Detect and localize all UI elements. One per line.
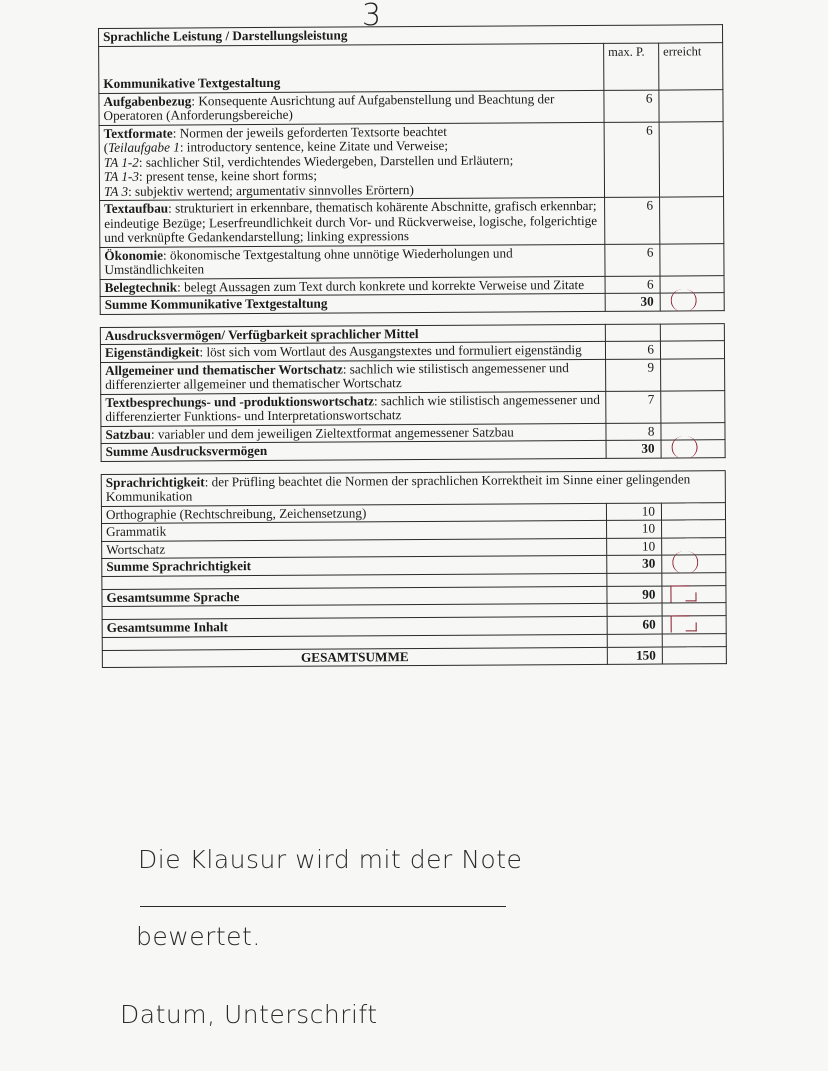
reached-cell (661, 502, 725, 520)
total-sprache-max: 90 (607, 586, 662, 604)
criterion-term: Aufgabenbezug (103, 92, 192, 109)
gesamtsumme-label: GESAMTSUMME (102, 647, 607, 668)
reached-cell (660, 275, 724, 293)
criterion-text: : belegt Aussagen zum Text durch konkrete und korrekte Verweise und Zitate (177, 276, 585, 295)
table-row (101, 358, 725, 394)
sum-max: 30 (607, 555, 662, 573)
subtask-label: Teilaufgabe 1 (108, 139, 180, 155)
reached-cell (661, 422, 725, 440)
reached-cell (662, 555, 726, 573)
section-title-ausdruck: Ausdrucksvermögen/ Verfügbarkeit sprachlicher Mittel (100, 324, 605, 345)
handwritten-date-signature: Datum, Unterschrift (120, 1000, 378, 1029)
table-row (100, 243, 724, 279)
criterion-label: Wortschatz (102, 538, 607, 559)
criterion-text: : strukturiert in erkennbare, thematisch kohärente Abschnitte, grafisch erkennbar; eindeutige Bezüge; Leserfreundlichkeit durch Vor- und Rückverweise, logische, folgerichtige und verknüpfte Gedankendarstellung; linking expressions (104, 197, 598, 245)
sum-max: 30 (606, 440, 661, 458)
criterion-label: Grammatik (102, 520, 607, 541)
max-points: 7 (606, 391, 661, 423)
sum-max: 30 (605, 293, 660, 311)
page-number: 3 (362, 0, 382, 33)
total-row (102, 646, 726, 667)
criterion-term: Ökonomie (104, 247, 164, 263)
criterion-term: Textbesprechungs- und -produktionswortschatz (105, 392, 375, 410)
pen-mark (671, 289, 697, 311)
total-sprache-label: Gesamtsumme Sprache (102, 586, 607, 607)
sum-label: Summe Sprachrichtigkeit (102, 555, 607, 576)
sum-label: Summe Kommunikative Textgestaltung (100, 293, 605, 314)
reached-cell (662, 616, 726, 634)
criterion-text: : löst sich vom Wortlaut des Ausgangstextes und formuliert eigenständig (199, 342, 582, 360)
max-points: 10 (606, 503, 661, 521)
max-points: 6 (604, 122, 659, 198)
pen-mark (672, 436, 698, 458)
reached-cell (660, 341, 724, 359)
section-header-row (99, 42, 723, 93)
section-title-kommunikative: Kommunikative Textgestaltung (99, 43, 604, 93)
table-row (99, 89, 723, 125)
pen-mark (670, 585, 689, 602)
reached-cell (661, 390, 725, 422)
max-points: 6 (605, 197, 660, 244)
criterion-term: Textaufbau (104, 200, 169, 216)
total-inhalt-max: 60 (607, 616, 662, 634)
section-title-sprachrichtigkeit: Sprachrichtigkeit (105, 473, 205, 490)
subtask-label: TA 1-3 (103, 168, 140, 184)
table-row (100, 197, 724, 247)
handwritten-grade-line: Die Klausur wird mit der Note (138, 845, 523, 874)
max-points: 6 (605, 244, 660, 276)
max-points: 9 (606, 359, 661, 391)
reached-cell (662, 585, 726, 603)
criterion-term: Satzbau (105, 426, 151, 442)
reached-cell (662, 646, 726, 664)
reached-cell (659, 121, 723, 197)
grading-table (98, 24, 727, 668)
criterion-text: : sachlich wie stilistisch angemessener und differenzierter Funktions- und Interpretationswortschatz (105, 391, 600, 424)
subtask-label: TA 3 (103, 183, 129, 199)
reached-cell (662, 520, 726, 538)
col-header-max: max. P. (604, 43, 659, 90)
handwritten-bewertet: bewertet. (136, 922, 261, 951)
criterion-text: : variabler und dem jeweiligen Zieltextformat angemessener Satzbau (150, 423, 514, 442)
grade-blank-line (140, 906, 506, 907)
max-points: 6 (605, 341, 660, 359)
criterion-term: Textformate (103, 125, 173, 141)
total-inhalt-label: Gesamtsumme Inhalt (102, 616, 607, 637)
criterion-term: Belegtechnik (104, 279, 178, 295)
criterion-text: : der Prüfling beachtet die Normen der sprachlichen Korrektheit im Sinne einer gelingenden Kommunikation (105, 470, 691, 504)
criterion-term: Allgemeiner und thematischer Wortschatz (105, 361, 343, 378)
reached-cell (661, 440, 725, 458)
reached-cell (660, 197, 724, 244)
table-title: Sprachliche Leistung / Darstellungsleistung (99, 25, 723, 46)
pen-mark (671, 615, 690, 632)
subtask-label: TA 1-2 (103, 154, 139, 170)
max-points: 8 (606, 423, 661, 441)
section-header-row (101, 470, 725, 506)
criterion-text: : Normen der jeweils geforderten Textsorte beachtet (172, 123, 447, 141)
max-points: 6 (605, 276, 660, 294)
gesamtsumme-max: 150 (607, 647, 662, 665)
reached-cell (659, 89, 723, 121)
reached-cell (660, 293, 724, 311)
max-points: 10 (607, 538, 662, 556)
table-row: Textformate: Normen der jeweils geforderten Textsorte beachtet (Teilaufgabe 1: introductory sentence, keine Zitate und Verweise; TA 1-2: sachlicher Stil, verdichtendes Wiedergeben, Darstellen und Erläutern; TA 1-3: present tense, keine short forms; TA 3: subjektiv wertend; argumentativ sinnvolles Erörtern) 6 (99, 121, 723, 200)
criterion-text: : Konsequente Ausrichtung auf Aufgabenstellung und Beachtung der Operatoren (Anforderungsbereiche) (103, 90, 555, 123)
pen-mark (672, 551, 698, 573)
criterion-text: : ökonomische Textgestaltung ohne unnötige Wiederholungen und Umständlichkeiten (104, 244, 513, 277)
table-row (101, 390, 725, 426)
col-header-erreicht: erreicht (659, 42, 723, 89)
criterion-text: : sachlich wie stilistisch angemessener und differenzierter allgemeiner und thematischer Wortschatz (105, 359, 569, 392)
reached-cell (662, 537, 726, 555)
reached-cell (660, 243, 724, 275)
criterion-label: Orthographie (Rechtschreibung, Zeichensetzung) (101, 503, 606, 524)
sum-label: Summe Ausdrucksvermögen (101, 440, 606, 461)
reached-cell (661, 358, 725, 390)
max-points: 10 (607, 520, 662, 538)
max-points: 6 (604, 90, 659, 122)
criterion-term: Eigenständigkeit (104, 344, 200, 360)
